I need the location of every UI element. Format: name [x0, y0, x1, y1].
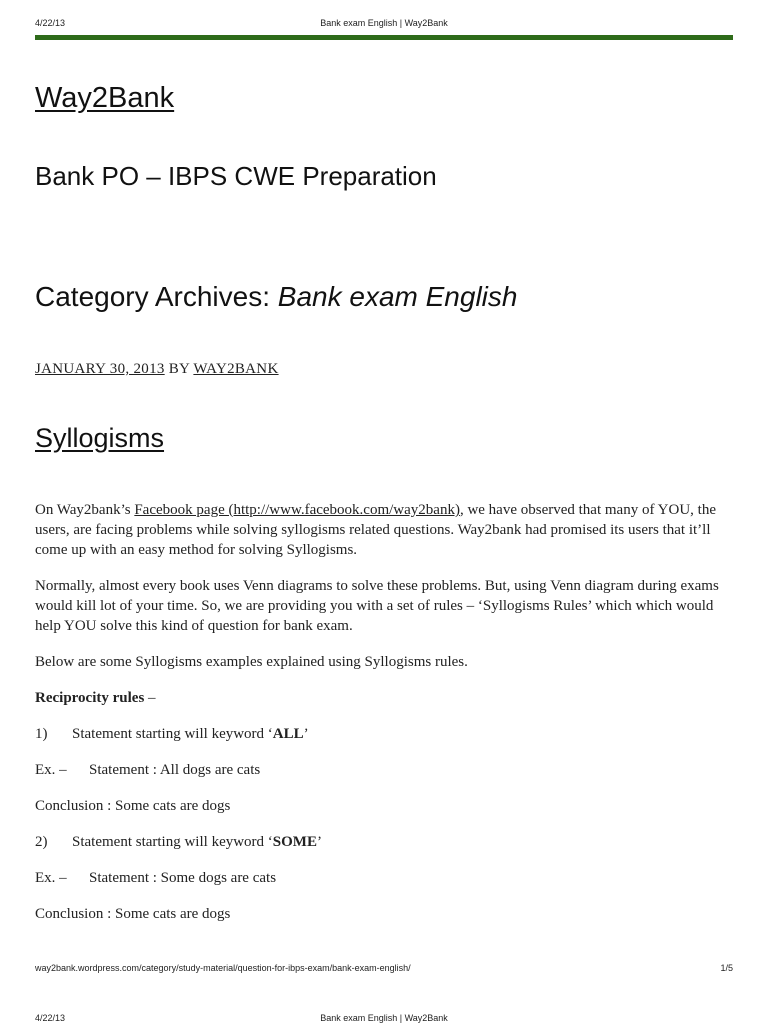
print-header-next-page	[35, 1013, 733, 1024]
intro-text-end: , we have observed that many of YOU, the users, are facing problems while solving syllogisms related questions. Way2bank had promised its users that it’ll come up with an easy method for solving Syllogisms.	[35, 502, 716, 558]
rule-2-text: Statement starting will keyword ‘	[72, 834, 273, 850]
post-content	[35, 500, 735, 940]
example-2-label: Ex. –	[35, 870, 67, 886]
archive-prefix: Category Archives:	[35, 281, 278, 312]
rule-1-text: Statement starting will keyword ‘	[72, 726, 273, 742]
print-header	[35, 18, 733, 30]
paragraph-intro	[35, 500, 735, 560]
header-rule	[35, 35, 733, 40]
facebook-page-link[interactable]: Facebook page (http://www.facebook.com/way2bank)	[134, 502, 460, 518]
site-description: Bank PO – IBPS CWE Preparation	[35, 161, 437, 191]
print-page-title-next: Bank exam English | Way2Bank	[320, 1013, 448, 1023]
example-1-label: Ex. –	[35, 762, 67, 778]
print-date-next: 4/22/13	[35, 1013, 66, 1023]
reciprocity-heading	[35, 688, 735, 708]
intro-text-start: On Way2bank’s	[35, 502, 135, 518]
example-1-statement-text: Statement : All dogs are cats	[89, 762, 261, 778]
site-title[interactable]: Way2Bank	[35, 82, 175, 114]
rule-1-keyword: ALL	[272, 726, 304, 742]
post-date-link[interactable]: JANUARY 30, 2013	[35, 361, 165, 377]
print-date: 4/22/13	[35, 18, 66, 28]
reciprocity-heading-text: Reciprocity rules	[35, 690, 145, 706]
print-footer	[35, 963, 733, 975]
example-1-conclusion: Conclusion : Some cats are dogs	[35, 798, 231, 814]
rule-1	[35, 724, 735, 744]
rule-2-number: 2)	[35, 834, 48, 850]
post-title[interactable]: Syllogisms	[35, 423, 165, 453]
paragraph-examples: Below are some Syllogisms examples explained using Syllogisms rules.	[35, 654, 468, 670]
print-page-title: Bank exam English | Way2Bank	[320, 18, 448, 28]
post-by: BY	[164, 361, 194, 377]
rule-1-number: 1)	[35, 726, 48, 742]
print-url: way2bank.wordpress.com/category/study-material/question-for-ibps-exam/bank-exam-english/	[35, 963, 411, 973]
rule-2-close: ’	[316, 834, 322, 850]
example-2-statement-text: Statement : Some dogs are cats	[89, 870, 277, 886]
post-meta	[35, 361, 279, 378]
reciprocity-dash: –	[144, 690, 156, 706]
rule-1-close: ’	[303, 726, 309, 742]
archive-title	[35, 281, 517, 313]
rule-2	[35, 832, 735, 852]
archive-category: Bank exam English	[277, 281, 518, 312]
post-author-link[interactable]: WAY2BANK	[193, 361, 279, 377]
rule-2-keyword: SOME	[272, 834, 317, 850]
paragraph-venn: Normally, almost every book uses Venn diagrams to solve these problems. But, using Venn diagram during exams would kill lot of your time. So, we are providing you with a set of rules – ‘Syllogisms Rules’ which which would help YOU solve this kind of question for bank exam.	[35, 578, 719, 634]
example-1-statement	[35, 760, 735, 780]
example-2-statement	[35, 868, 735, 888]
example-2-conclusion: Conclusion : Some cats are dogs	[35, 906, 231, 922]
print-page-number: 1/5	[720, 963, 733, 973]
